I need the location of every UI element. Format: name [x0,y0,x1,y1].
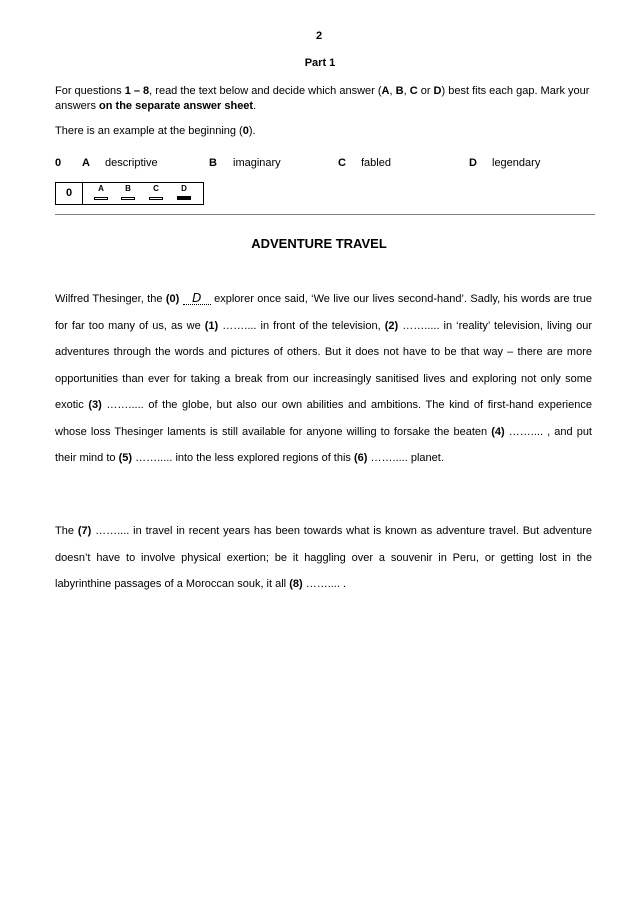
answer-mark-d-selected [177,196,191,200]
instructions-text: For questions [55,85,125,97]
answer-letter-c: C [153,184,159,193]
gap-7: (7) [77,525,92,537]
answer-sheet-phrase: on the separate answer sheet [99,100,254,112]
option-b-text: imaginary [233,157,281,169]
gap-3: (3) [88,399,102,411]
option-letter: C [409,85,418,97]
text-segment: …….... . [302,578,347,590]
option-a-letter: A [82,157,90,169]
text-segment: ……..... of the globe, but also our own abilities and ambitions. The kind of first-hand experience whose loss Thesinger laments is still available for anyone willing to forsake the beaten [55,399,592,438]
option-b-letter: B [209,157,217,169]
text-segment: ……..... planet. [367,452,444,464]
example-options [55,157,595,173]
option-d-letter: D [469,157,477,169]
question-range: 1 – 8 [124,85,150,97]
text-title: ADVENTURE TRAVEL [251,236,387,251]
instructions-text: , [403,85,410,97]
example-note-text: ). [248,125,256,137]
text-segment: ……..... in ‘reality’ television, living our adventures through the words and pictures of others. But it does not have to be that way – there are more opportunities than ever for taking a break from our increasingly sanitised lives and exploring not only some exotic [55,319,592,411]
instructions-text: or [417,85,434,97]
answer-mark-c [149,197,163,200]
example-number: 0 [242,125,249,137]
answer-letter-d: D [181,184,187,193]
gap-4: (4) [491,425,505,438]
instructions [55,84,595,114]
instructions-text: , read the text below and decide which answer ( [149,85,382,97]
option-letter: B [395,85,404,97]
gap-8: (8) [289,578,303,590]
gap-5: (5) [118,452,133,464]
option-letter: D [433,85,442,97]
gap-0: (0) [165,293,180,305]
option-c-text: fabled [361,157,391,169]
answer-box-number: 0 [56,183,83,204]
text-segment: explorer once said, ‘We live our lives second-hand’. Sadly, his words are true for far too many of us, as we [55,293,592,332]
text-segment: …….... , and put their mind to [55,425,592,464]
text-segment: ……..... into the less explored regions of this [132,452,354,464]
example-answer-box [55,182,204,205]
answer-mark-a [94,197,108,200]
answer-letter-a: A [98,184,104,193]
answer-letter-b: B [125,184,131,193]
instructions-text: . [253,100,257,112]
paragraph-1 [55,286,592,472]
text-segment: …….... in travel in recent years has been towards what is known as adventure travel. But adventure doesn’t have to involve physical exertion; be it haggling over a souvenir in Peru, or getting lost in the labyrinthine passages of a Moroccan souk, it all [55,525,592,590]
paragraph-2 [55,518,592,598]
gap-6: (6) [354,452,368,464]
text-segment: The [55,525,78,537]
example-note [55,125,256,137]
option-a-text: descriptive [105,157,158,169]
option-d-text: legendary [492,157,541,169]
text-segment: …….... in front of the television, [218,319,385,332]
option-letter: A [381,85,390,97]
page-number: 2 [315,30,323,42]
part-title: Part 1 [304,57,336,69]
example-note-text: There is an example at the beginning ( [55,125,243,137]
option-c-letter: C [338,157,346,169]
instructions-text: , [389,85,396,97]
divider [55,214,595,215]
gap-2: (2) [384,319,399,332]
example-question-number: 0 [55,157,62,169]
example-gap-answer: D [183,292,211,305]
instructions-text: ) best fits each gap. Mark your answers [55,85,590,112]
text-segment: Wilfred Thesinger, the [55,293,166,305]
gap-1: (1) [204,319,219,332]
answer-mark-b [121,197,135,200]
